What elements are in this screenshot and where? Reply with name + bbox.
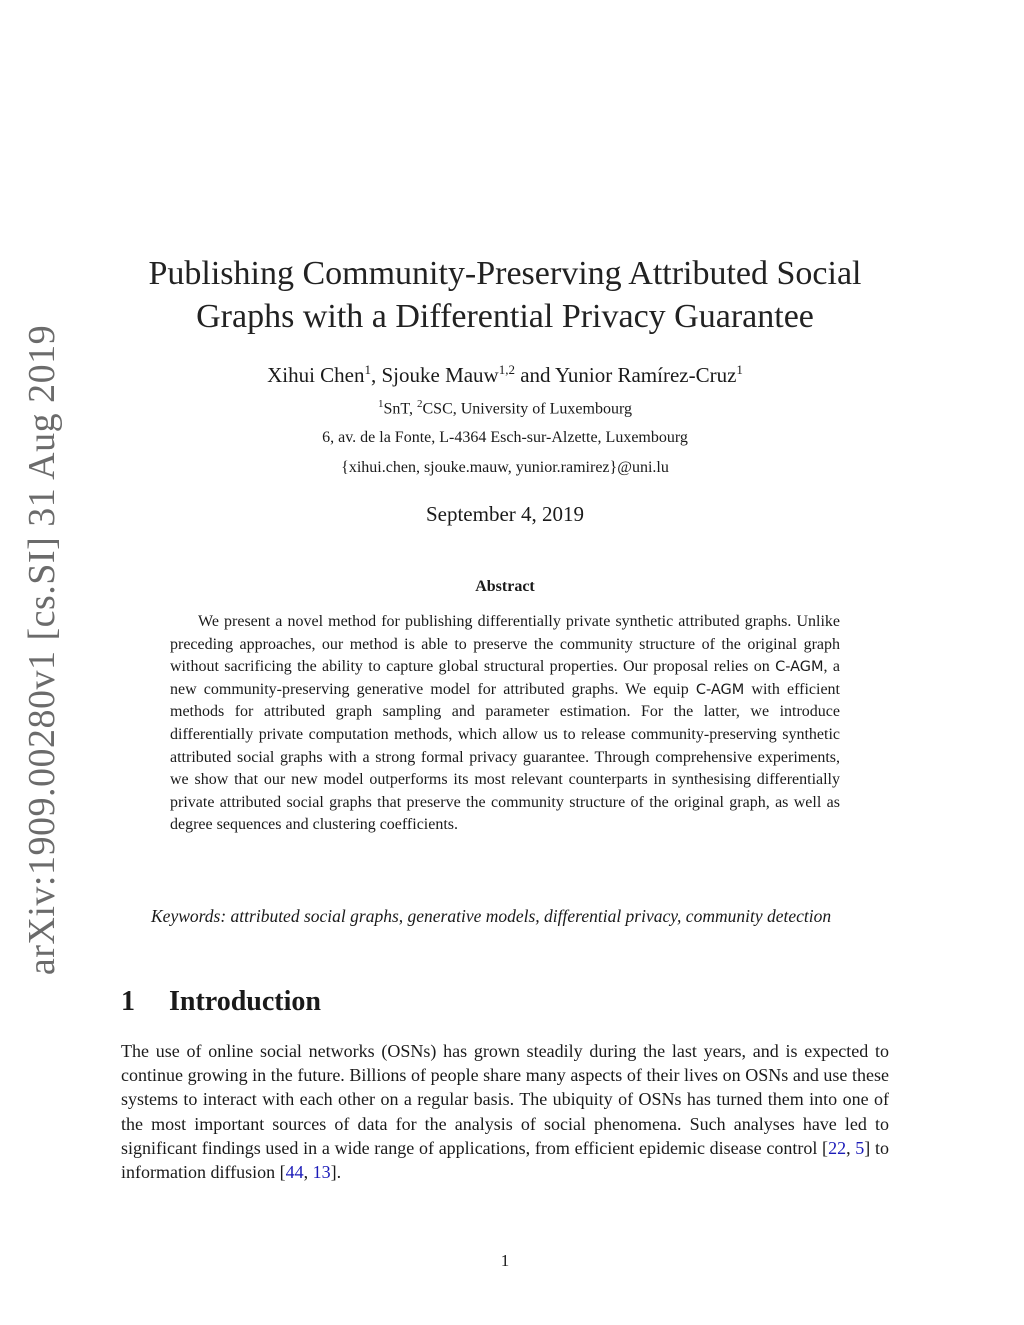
section-heading	[121, 986, 321, 1018]
affiliation-institutions	[100, 398, 910, 418]
section-title: Introduction	[169, 986, 321, 1017]
paragraph-segment: ,	[846, 1137, 856, 1158]
section-number: 1	[121, 986, 135, 1017]
paper-title	[100, 252, 910, 338]
paper-date: September 4, 2019	[425, 502, 585, 526]
abstract-segment: with efficient methods for attributed graph sampling and parameter estimation. For the latter, we introduce differentially private computation methods, which allow us to release community-preserving synthetic attributed social graphs with a strong formal privacy guarantee. Through comprehensive experiments, we show that our new model outperforms its most relevant counterparts in synthesising differentially private attributed social graphs that preserve the community structure of the original graph, as well as degree sequences and clustering coefficients.	[170, 680, 840, 834]
introduction-paragraph	[121, 1039, 889, 1184]
citation-link[interactable]: 13	[312, 1162, 331, 1183]
abstract-segment: , a new community-preserving generative model for attributed graphs. We equip	[170, 658, 840, 698]
affiliation-institution: CSC, University of Luxembourg	[422, 400, 632, 418]
author-affiliation-marker: 1	[364, 362, 371, 377]
author-name: Sjouke Mauw	[381, 363, 499, 387]
citation-link[interactable]: 22	[828, 1137, 847, 1158]
paragraph-segment: ,	[303, 1162, 313, 1183]
affiliation-marker: 2	[417, 398, 423, 410]
abstract-text	[170, 611, 840, 837]
affiliation-marker: 1	[378, 398, 384, 410]
author-list: Xihui Chen$^1$, Sjouke Mauw$^{1,2}$ and Yunior Ramírez-Cruz$^1$	[267, 362, 743, 387]
citation-link[interactable]: 5	[855, 1137, 865, 1158]
author-emails: {xihui.chen, sjouke.mauw, yunior.ramirez}@uni.lu	[341, 459, 669, 476]
arxiv-identifier: arXiv:1909.00280v1 [cs.SI] 31 Aug 2019	[21, 324, 63, 976]
abstract-heading: Abstract	[475, 578, 535, 595]
title-line-2: Graphs with a Differential Privacy Guarantee	[196, 298, 814, 335]
model-name: C-AGM	[695, 681, 745, 698]
paragraph-segment: ] to information diffusion [	[121, 1137, 890, 1183]
paragraph-segment: The use of online social networks (OSNs) has grown steadily during the last years, and is expected to continue growing in the future. Billions of people share many aspects of their lives on OSNs and use these systems to interact with each other on a regular basis. The ubiquity of OSNs has turned them into one of the most important sources of data for the analysis of social phenomena. Such analyses have led to significant findings used in a wide range of applications, from efficient epidemic disease control [	[121, 1041, 889, 1158]
author-name: Xihui Chen	[267, 363, 365, 387]
model-name: C-AGM	[775, 659, 824, 676]
affiliation-address: 6, av. de la Fonte, L-4364 Esch-sur-Alzette, Luxembourg	[322, 429, 688, 446]
author-conjunction: and	[520, 363, 551, 387]
affiliation-institution: SnT,	[383, 400, 417, 418]
citation-link[interactable]: 44	[285, 1162, 304, 1183]
paragraph-segment: ].	[330, 1162, 342, 1183]
page-number: 1	[500, 1251, 510, 1270]
author-name: Yunior Ramírez-Cruz	[555, 363, 737, 387]
keywords: Keywords: attributed social graphs, generative models, differential privacy, community detection	[151, 906, 832, 926]
abstract-segment: We present a novel method for publishing differentially private synthetic attributed graphs. Unlike preceding approaches, our method is able to preserve the community structure of the original graph without sacrificing the ability to capture global structural properties. Our proposal relies on	[170, 613, 840, 676]
title-line-1: Publishing Community-Preserving Attributed Social	[148, 255, 862, 292]
author-affiliation-marker: 1	[736, 362, 743, 377]
author-affiliation-marker: 1,2	[498, 362, 515, 377]
